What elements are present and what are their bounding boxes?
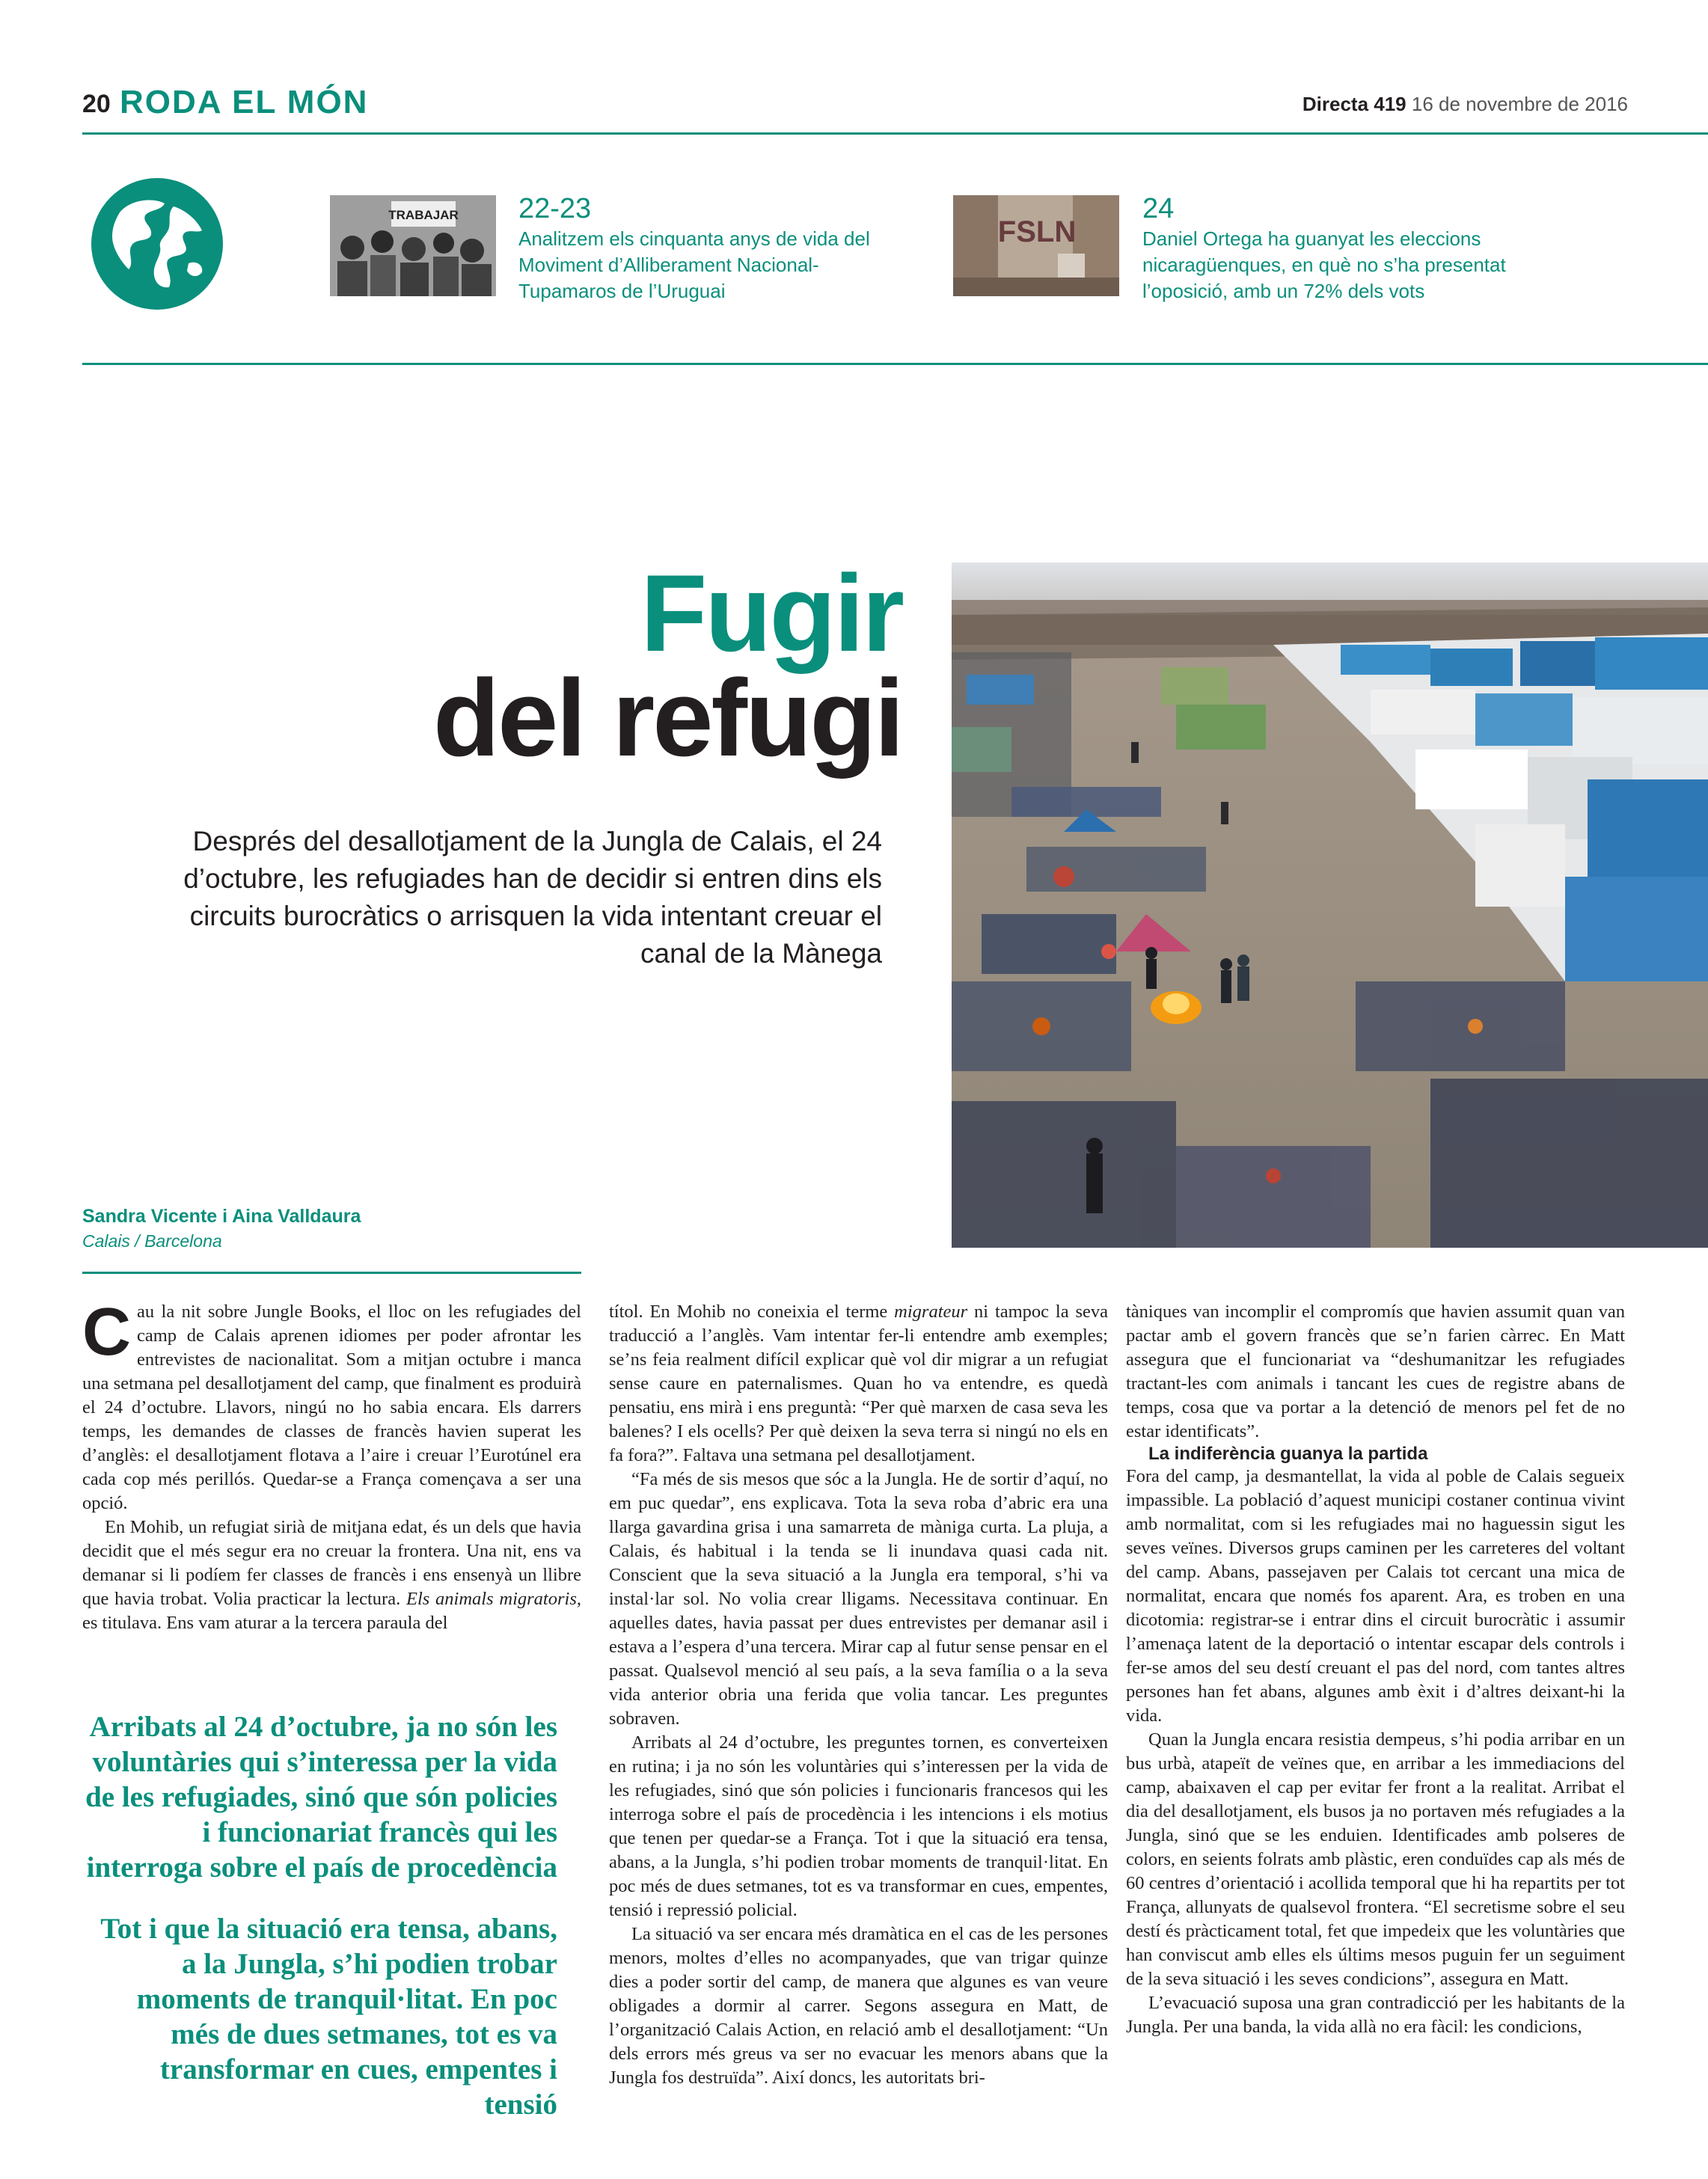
article-column-1 xyxy=(82,1295,581,1635)
teaser-sign-text-1: TRABAJAR xyxy=(388,208,459,222)
section-title: RODA EL MÓN xyxy=(120,84,369,120)
article-paragraph: En Mohib, un refugiat sirià de mitjana edat, és un dels que havia decidit que el més segur era no creuar la frontera. Una nit, ens va demanar si li podíem fer classes de francès i ens ensenyà un llibre que havia trobat. Volia practicar la lectura. Els animals migratoris, es titulava. Ens vam aturar a la tercera paraula del xyxy=(82,1517,581,1633)
article-paragraph: Cau la nit sobre Jungle Books, el lloc on les refugiades del camp de Calais aprenen idiomes per poder afrontar les entrevistes de nacionalitat. Som a mitjan octubre i manca una setmana pel desallotjament del camp, que finalment es produirà el 24 d’octubre. Llavors, ningú no ho sabia encara. Els darrers temps, les demandes de classes de francès havien superat les d’anglès: el desallotjament flotava a l’aire i creuar l’Eurotúnel era cada cop més perillós. Quedar-se a França començava a ser una opció. xyxy=(82,1295,581,1513)
book-title: Els animals migratoris xyxy=(405,1589,577,1609)
headline-line-2: del refugi xyxy=(432,657,902,779)
article-column-3 xyxy=(1126,1300,1625,2039)
header-rule xyxy=(82,132,1708,135)
teaser-pages-1: 22-23 xyxy=(518,193,592,224)
article-location: Calais / Barcelona xyxy=(82,1231,222,1251)
teaser-rule xyxy=(82,363,1708,365)
italic-term: migrateur xyxy=(894,1302,968,1322)
headline-line-1: Fugir xyxy=(640,552,902,674)
article-paragraph: Fora del camp, ja desmantellat, la vida al poble de Calais segueix impassible. La població d’aquest municipi costaner continua vivint amb normalitat, com si les refugiades mai no haguessin sigut les seves veïnes. Diversos grups caminen per les carreteres del voltant del camp. Abans, passejaven per Calais tot cercant una mica de normalitat, encara que només fos aparent. Ara, es troben en una dicotomia: registrar-se i entrar dins el circuit burocràtic i assumir l’amenaça latent de la deportació o intentar escapar dels controls i fer-se amos del seu destí creuant el pas del nord, com tantes altres persones han fet abans, algunes amb èxit i d’altres deixant-hi la vida. xyxy=(1126,1466,1625,1726)
pull-quote-2: Tot i que la situació era tensa, abans, a la Jungla, s’hi podien trobar moments de tranquil·litat. En poc més de dues setmanes, tot es va transformar en cues, empentes i tensió xyxy=(100,1913,557,2121)
article-paragraph: Quan la Jungla encara resistia dempeus, s’hi podia arribar en un bus urbà, atapeït de veïnes que, en arribar a les immediacions del camp, abaixaven el cap per evitar fer front a la realitat. Arribat el dia del desallotjament, els busos ja no portaven més refugiades a la Jungla, sinó que se les enduien. Identificades amb polseres de colors, en seients folrats amb plàstic, eren conduïdes cap als més de 60 centres d’orientació i acollida temporal que hi ha repartits per tot França, allunyats de qualsevol frontera. “El secretisme sobre el seu destí és pràcticament total, fet que impedeix que les voluntàries que han conviscut amb elles els últims mesos puguin fer un seguiment de la seva situació i les seves condicions”, assegura en Matt. xyxy=(1126,1729,1625,1989)
article-paragraph: Arribats al 24 d’octubre, les preguntes tornen, es converteixen en rutina; i ja no són les voluntàries qui s’interessen per la vida de les refugiades, sinó que són policies i funcionaris francesos qui les interroga sobre el país de procedència i les intencions i els motius que tenen per quedar-se a França. Tot i que la situació era tensa, abans, a la Jungla, s’hi podien trobar moments de tranquil·litat. En poc més de dues setmanes, tot es va transformar en cues, empentes, tensió i repressió policial. xyxy=(609,1732,1108,1920)
teaser-thumbnail-1[interactable] xyxy=(330,195,496,296)
article-paragraph: La situació va ser encara més dramàtica en el cas de les persones menors, moltes d’elles no acompanyades, que van trigar quinze dies a poder sortir del camp, de manera que algunes es van veure obligades a dormir al carrer. Segons assegura en Matt, de l’organització Calais Action, en relació amb el desallotjament: “Un dels errors més greus va ser no evacuar les menors abans que la Jungla fos destruïda”. Així doncs, les autoritats bri- xyxy=(609,1924,1108,2088)
article-paragraph: tàniques van incomplir el compromís que havien assumit quan van pactar amb el govern francès que se’n farien càrrec. En Matt assegura que el funcionariat va “deshumanitzar les refugiades tractant-les com animals i tancant les cues de registre abans de temps, cosa que va portar a la detenció de menors pel fet de no estar identificats”. xyxy=(1126,1302,1625,1441)
article-paragraph: “Fa més de sis mesos que sóc a la Jungla. He de sortir d’aquí, no em puc quedar”, ens explicava. Tota la seva roba d’abric era una llarga gavardina grisa i una samarreta de màniga curta. La pluja, a Calais, és habitual i la tenda se li inundava quasi cada nit. Conscient que la seva situació a la Jungla era temporal, s’hi va instal·lar sol. No volia crear lligams. Necessitava continuar. En aquelles dates, havia passat per dues entrevistes per demanar asil i estava a l’espera d’una tercera. Mirar cap al futur sense pensar en el passat. Qualsevol menció al seu país, a la seva família o a la seva vida anterior obria una ferida que volia tancar. Les preguntes sobraven. xyxy=(609,1469,1108,1729)
article-authors: Sandra Vicente i Aina Valldaura xyxy=(82,1206,361,1227)
refugee-camp-photo xyxy=(952,563,1708,1248)
publication-name: Directa 419 xyxy=(1302,93,1407,115)
teaser-sign-text-2: FSLN xyxy=(997,215,1077,248)
teaser-text-2: Daniel Ortega ha guanyat les eleccions nicaragüenques, en què no s’ha presentat l’oposició, amb un 72% dels vots xyxy=(1142,227,1506,302)
issue-info xyxy=(1303,93,1628,116)
article-deck: Després del desallotjament de la Jungla de Calais, el 24 d’octubre, les refugiades han de decidir si entren dins els circuits burocràtics o arrisquen la vida intentant creuar el canal de la Mànega xyxy=(183,826,882,969)
page-number: 20 xyxy=(82,90,111,118)
teaser-text-1: Analitzem els cinquanta anys de vida del Moviment d’Alliberament Nacional-Tupamaros de l’Uruguai xyxy=(518,227,870,302)
pull-quote-1: Arribats al 24 d’octubre, ja no són les voluntàries qui s’interessa per la vida de les refugiades, sinó que són policies i funcionariat francès qui les interroga sobre el país de procedència xyxy=(85,1711,557,1884)
teaser-pages-2: 24 xyxy=(1142,193,1175,224)
article-paragraph: L’evacuació suposa una gran contradicció per les habitants de la Jungla. Per una banda, la vida allà no era fàcil: les condicions, xyxy=(1126,1993,1625,2037)
byline-rule xyxy=(82,1272,581,1274)
drop-cap: C xyxy=(82,1295,131,1370)
article-paragraph: títol. En Mohib no coneixia el terme migrateur ni tampoc la seva traducció a l’anglès. Vam intentar fer-li entendre amb exemples; se’ns feia realment difícil explicar què vol dir migrar a un refugiat sense caure en paternalismes. Quan ho va entendre, es quedà pensatiu, ens mirà i ens preguntà: “Per què marxen de casa seva les balenes? I els ocells? Per què deixen la seva terra si ningú no els en fa fora?”. Faltava una setmana pel desallotjament. xyxy=(609,1302,1108,1465)
globe-icon xyxy=(90,177,224,311)
article-column-2 xyxy=(609,1300,1108,2090)
teaser-thumbnail-2[interactable] xyxy=(953,195,1119,296)
issue-date: 16 de novembre de 2016 xyxy=(1411,93,1628,115)
article-subhead: La indiferència guanya la partida xyxy=(1148,1444,1428,1464)
